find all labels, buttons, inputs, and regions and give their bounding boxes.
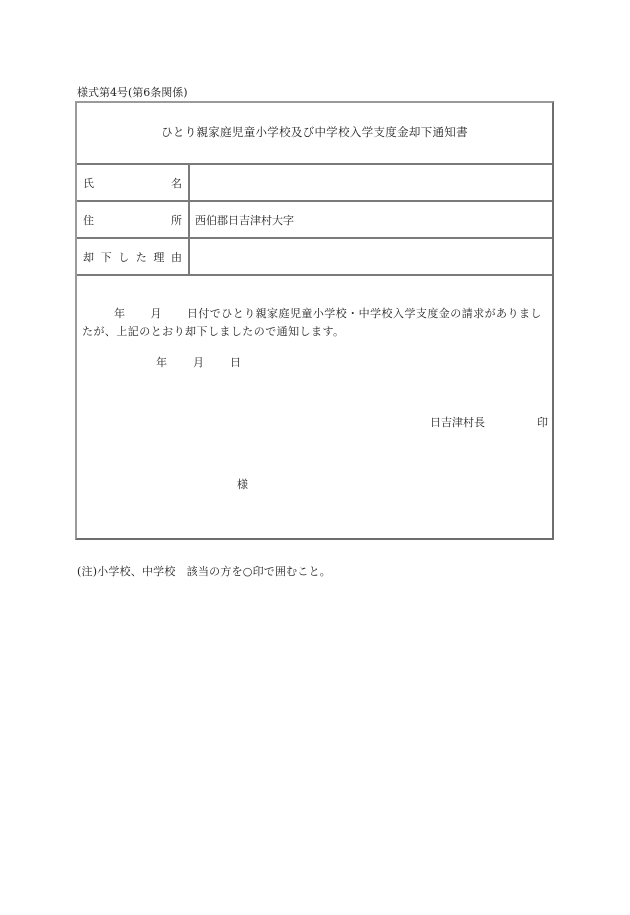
label-char: し: [118, 250, 130, 264]
field-label-address: [77, 202, 190, 237]
issue-date: [156, 354, 241, 370]
label-char: 下: [100, 250, 112, 264]
field-label-name: [77, 165, 190, 200]
label-char: 名: [171, 176, 182, 190]
field-row-address: [77, 202, 552, 239]
seal-mark: 印: [537, 416, 548, 429]
field-value-address: 西伯郡日吉津村大字: [195, 213, 294, 227]
field-row-rejection-reason: [77, 239, 552, 276]
month-label: 月: [150, 307, 162, 320]
notice-body: [77, 276, 552, 538]
label-char: 氏: [83, 176, 94, 190]
issuer-name: 日吉津村長: [430, 416, 485, 429]
footnote: (注)小学校、中学校 該当の方を○印で囲むこと。: [77, 565, 331, 578]
field-value-name: [190, 165, 552, 200]
notice-sentence: 日付でひとり親家庭児童小学校・中学校入学支度金の請求がありましたが、上記のとおり却下しましたので通知します。: [82, 307, 542, 338]
document-title: ひとり親家庭児童小学校及び中学校入学支度金却下通知書: [161, 125, 468, 139]
label-char: 住: [83, 213, 94, 227]
date-year: 年: [156, 356, 167, 369]
field-row-name: [77, 165, 552, 202]
label-char: 却: [83, 250, 94, 264]
label-char: 所: [171, 213, 182, 227]
field-value-rejection-reason: [190, 239, 552, 274]
field-label-rejection-reason: [77, 239, 190, 274]
date-day: 日: [230, 356, 241, 369]
year-label: 年: [114, 307, 126, 320]
label-char: 理: [153, 250, 165, 264]
date-month: 月: [193, 356, 204, 369]
title-row: [77, 103, 552, 165]
addressee-suffix: 様: [237, 478, 248, 491]
notice-paragraph: [82, 305, 548, 341]
label-char: 由: [170, 250, 182, 264]
form-number-label: 様式第4号(第6条関係): [77, 86, 188, 99]
notice-form-table: [75, 101, 554, 540]
label-char: た: [135, 250, 147, 264]
